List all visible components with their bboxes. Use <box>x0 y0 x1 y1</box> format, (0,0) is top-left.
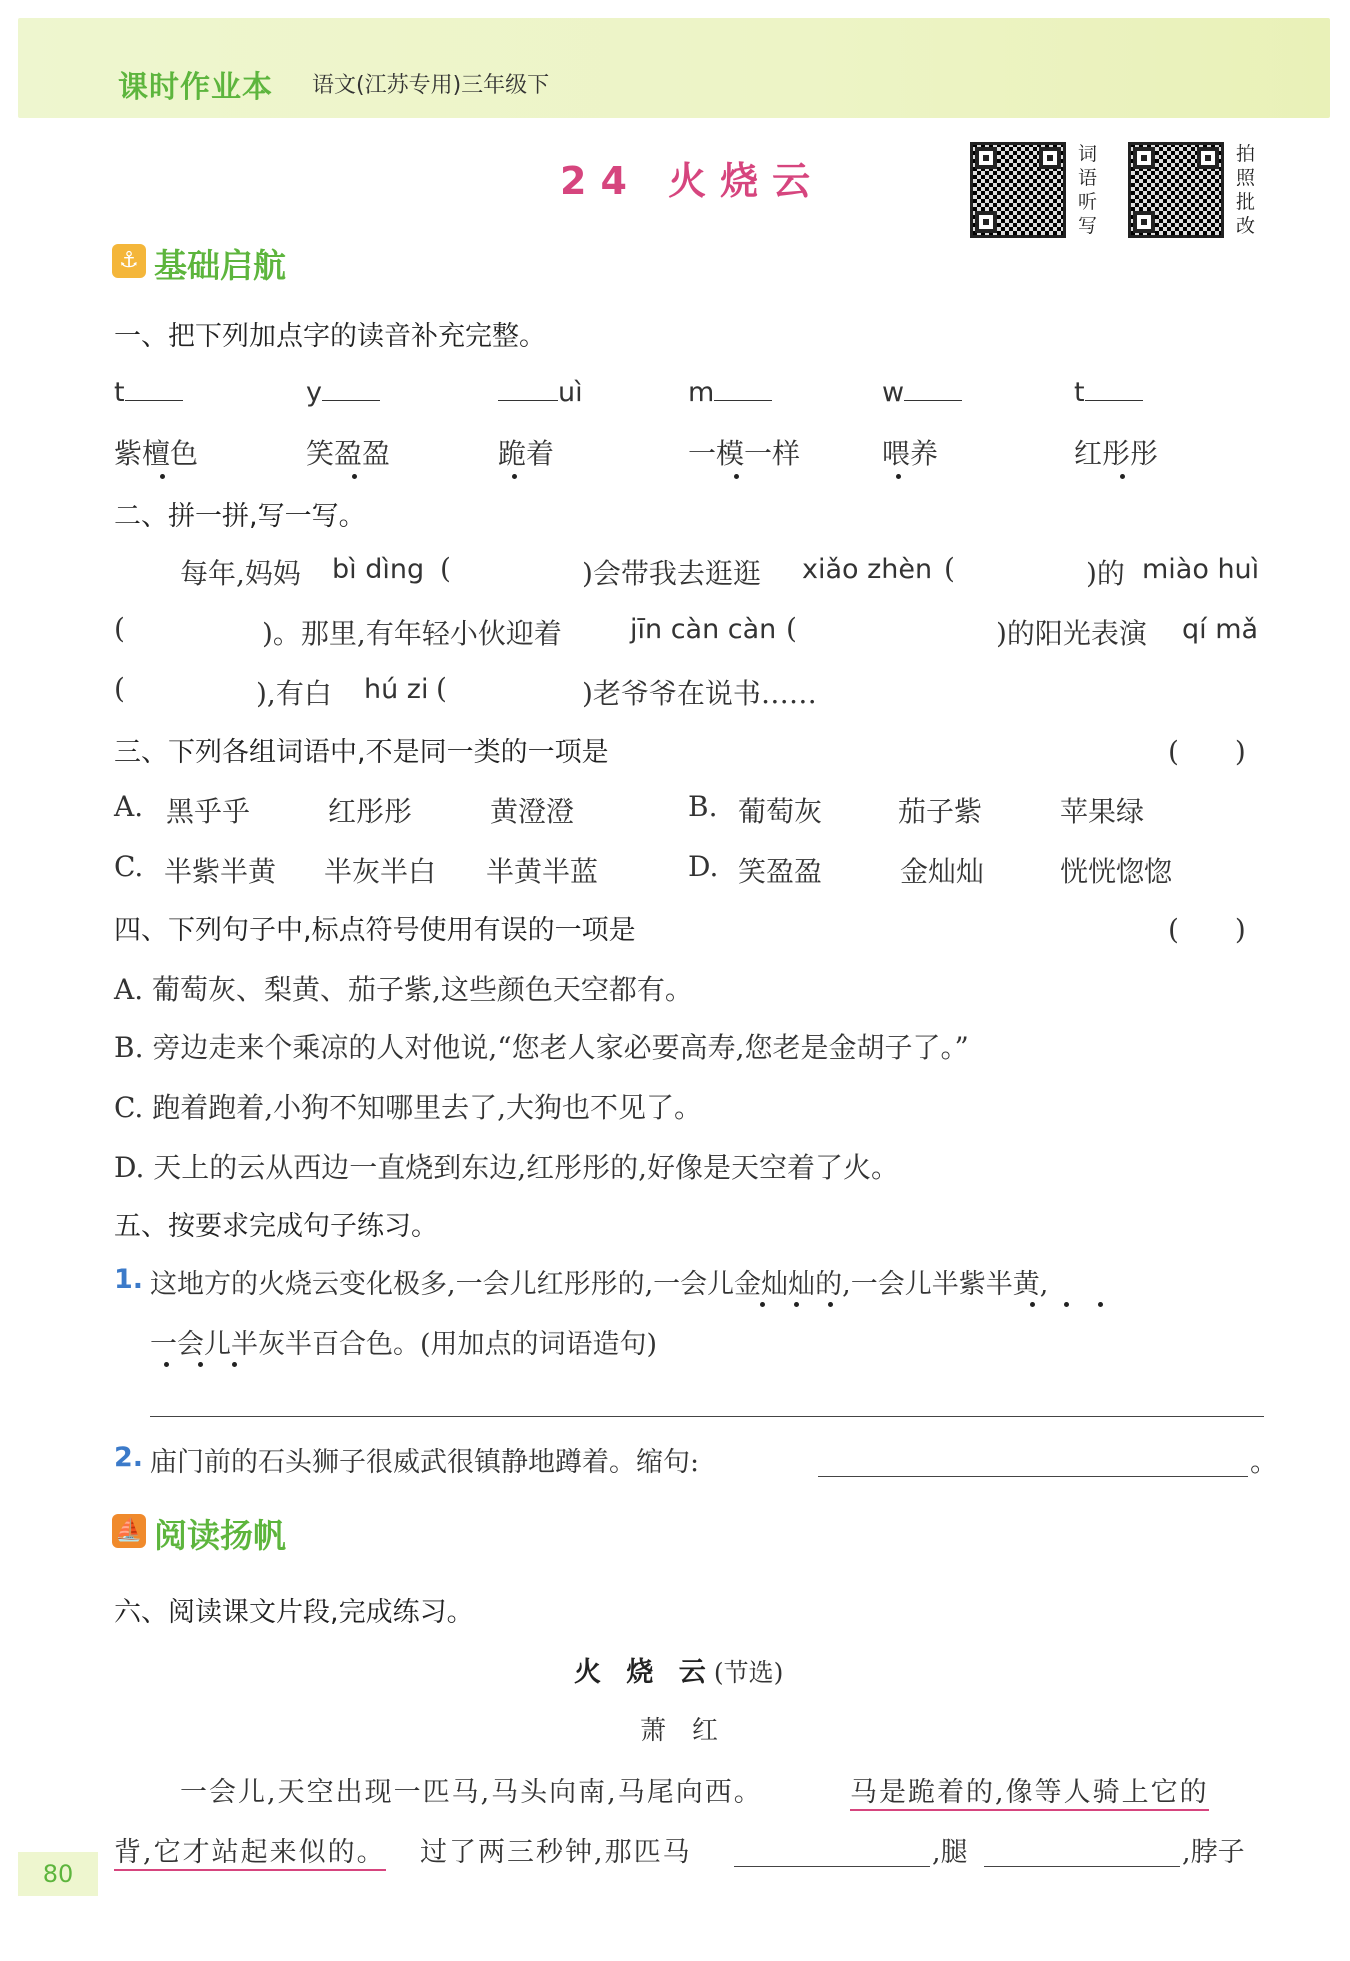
option-word: 笑盈盈 <box>738 855 823 888</box>
passage-title: 火 烧 云 <box>574 1657 714 1688</box>
passage-subtitle: (节选) <box>713 1658 784 1687</box>
passage-text: 一会儿,天空出现一匹马,马头向南,马尾向西。 <box>180 1777 763 1808</box>
emphasis-dot <box>1030 1302 1035 1307</box>
passage-text: ,脖子 <box>1182 1837 1245 1868</box>
option-letter[interactable]: A. <box>114 790 144 823</box>
question-5-title: 五、按要求完成句子练习。 <box>114 1211 438 1242</box>
q5-item2-end: 。 <box>1250 1445 1279 1478</box>
q2-text: )老爷爷在说书…… <box>582 677 817 710</box>
passage-underlined-text: 背,它才站起来似的。 <box>114 1830 386 1871</box>
book-brand: 课时作业本 <box>118 70 273 105</box>
answer-line[interactable] <box>734 1866 930 1867</box>
answer-paren-open: ( <box>436 672 447 705</box>
emphasis-dot <box>794 1302 799 1307</box>
answer-space[interactable] <box>456 552 580 588</box>
q2-text: ),有白 <box>256 677 332 710</box>
q5-item1-text: 一会儿半灰半百合色。(用加点的词语造句) <box>150 1329 658 1360</box>
option-letter[interactable]: C. <box>114 850 144 883</box>
answer-space[interactable] <box>130 672 254 708</box>
passage-text: ,腿 <box>932 1837 968 1868</box>
answer-paren-open: ( <box>114 612 125 645</box>
item-number: 2. <box>114 1442 144 1473</box>
lesson-title: 24 火烧云 <box>560 159 825 203</box>
question-6-title: 六、阅读课文片段,完成练习。 <box>114 1597 474 1628</box>
option-word: 半黄半蓝 <box>486 855 599 888</box>
option-letter[interactable]: B. <box>688 790 718 823</box>
word-item: 跪着 <box>498 437 555 470</box>
answer-space[interactable] <box>452 672 580 708</box>
section-title-reading: 阅读扬帆 <box>154 1516 286 1555</box>
question-4-title: 四、下列句子中,标点符号使用有误的一项是 <box>114 915 636 946</box>
option-word: 恍恍惚惚 <box>1060 855 1173 888</box>
emphasis-dot <box>828 1302 833 1307</box>
emphasis-dot <box>1120 474 1125 479</box>
answer-line[interactable] <box>150 1416 1264 1417</box>
pinyin-prompt: jīn càn càn <box>630 614 777 645</box>
answer-paren-open: ( <box>440 552 451 585</box>
option-word: 金灿灿 <box>900 855 985 888</box>
option-sentence[interactable]: B. 旁边走来个乘凉的人对他说,“您老人家必要高寿,您老是金胡子了。” <box>114 1031 969 1064</box>
section-title-basics: 基础启航 <box>154 246 286 285</box>
option-word: 苹果绿 <box>1060 795 1145 828</box>
answer-parens[interactable]: ( ) <box>1168 735 1246 768</box>
q2-text: )的阳光表演 <box>996 617 1147 650</box>
option-word: 葡萄灰 <box>738 795 823 828</box>
qr-code-icon[interactable] <box>970 142 1066 238</box>
question-1-title: 一、把下列加点字的读音补充完整。 <box>114 321 546 352</box>
qr-label-dictation: 词 语 听 写 <box>1078 143 1098 237</box>
pinyin-prompt: qí mǎ <box>1182 614 1259 645</box>
qr-label-photo-grading: 拍 照 批 改 <box>1236 143 1256 237</box>
answer-paren-open: ( <box>114 672 125 705</box>
passage-author: 萧 红 <box>640 1716 719 1746</box>
option-word: 红彤彤 <box>328 795 413 828</box>
pinyin-blank-2[interactable]: y <box>306 376 380 408</box>
pinyin-blank-5[interactable]: w <box>882 376 962 408</box>
option-letter[interactable]: D. <box>688 850 719 883</box>
option-sentence[interactable]: C. 跑着跑着,小狗不知哪里去了,大狗也不见了。 <box>114 1091 703 1124</box>
answer-line[interactable] <box>984 1866 1180 1867</box>
answer-parens[interactable]: ( ) <box>1168 913 1246 946</box>
q2-text: )。那里,有年轻小伙迎着 <box>262 617 562 650</box>
word-item: 喂养 <box>882 437 939 470</box>
emphasis-dot <box>198 1362 203 1367</box>
emphasis-dot <box>512 474 517 479</box>
emphasis-dot <box>232 1362 237 1367</box>
word-item: 红彤彤 <box>1074 437 1159 470</box>
word-item: 一模一样 <box>688 437 801 470</box>
q2-text: 每年,妈妈 <box>180 557 301 590</box>
option-word: 黑乎乎 <box>166 795 251 828</box>
emphasis-dot <box>164 1362 169 1367</box>
pinyin-prompt: miào huì <box>1142 554 1260 585</box>
word-item: 紫檀色 <box>114 437 199 470</box>
pinyin-prompt: bì dìng <box>332 554 425 585</box>
word-item: 笑盈盈 <box>306 437 391 470</box>
emphasis-dot <box>352 474 357 479</box>
q2-text: )的 <box>1086 557 1125 590</box>
pinyin-blank-3[interactable]: uì <box>498 376 583 408</box>
question-2-title: 二、拼一拼,写一写。 <box>114 501 366 532</box>
pinyin-prompt: xiǎo zhèn <box>802 554 933 585</box>
emphasis-dot <box>734 474 739 479</box>
page-number: 80 <box>18 1852 98 1896</box>
qr-code-icon[interactable] <box>1128 142 1224 238</box>
answer-line[interactable] <box>818 1476 1248 1477</box>
passage-underlined-text: 马是跪着的,像等人骑上它的 <box>850 1770 1209 1811</box>
option-word: 半紫半黄 <box>164 855 277 888</box>
anchor-icon: ⚓ <box>112 244 146 278</box>
emphasis-dot <box>896 474 901 479</box>
emphasis-dot <box>1064 1302 1069 1307</box>
passage-heading <box>574 1650 783 1689</box>
option-sentence[interactable]: D. 天上的云从西边一直烧到东边,红彤彤的,好像是天空着了火。 <box>114 1151 900 1184</box>
pinyin-blank-6[interactable]: t <box>1074 376 1143 408</box>
pinyin-prompt: hú zi <box>364 674 429 705</box>
book-subject: 语文(江苏专用)三年级下 <box>312 73 550 98</box>
item-number: 1. <box>114 1264 144 1295</box>
answer-paren-open: ( <box>944 552 955 585</box>
emphasis-dot <box>160 474 165 479</box>
question-3-title: 三、下列各组词语中,不是同一类的一项是 <box>114 737 609 768</box>
sailboat-icon: ⛵ <box>112 1514 146 1548</box>
emphasis-dot <box>1098 1302 1103 1307</box>
pinyin-blank-4[interactable]: m <box>688 376 772 408</box>
option-word: 半灰半白 <box>324 855 437 888</box>
option-word: 茄子紫 <box>898 795 983 828</box>
q2-text: )会带我去逛逛 <box>582 557 761 590</box>
pinyin-blank-1[interactable]: t <box>114 376 183 408</box>
answer-space[interactable] <box>130 612 260 648</box>
option-word: 黄澄澄 <box>490 795 575 828</box>
q5-item1-text: 这地方的火烧云变化极多,一会儿红彤彤的,一会儿金灿灿的,一会儿半紫半黄, <box>150 1269 1049 1300</box>
passage-text: 过了两三秒钟,那匹马 <box>420 1837 692 1868</box>
answer-space[interactable] <box>960 552 1084 588</box>
answer-paren-open: ( <box>786 612 797 645</box>
option-sentence[interactable]: A. 葡萄灰、梨黄、茄子紫,这些颜色天空都有。 <box>114 973 693 1006</box>
emphasis-dot <box>760 1302 765 1307</box>
q5-item2-text: 庙门前的石头狮子很威武很镇静地蹲着。缩句: <box>150 1447 700 1478</box>
answer-space[interactable] <box>802 612 992 648</box>
